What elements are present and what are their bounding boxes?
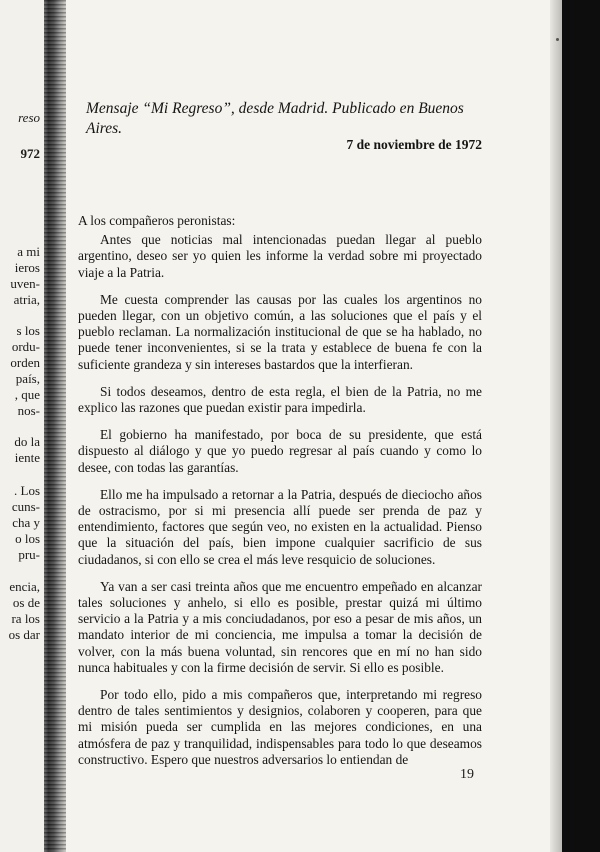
left-page-line: cuns- [11,499,40,514]
left-page-line: os dar [8,627,40,642]
left-page-line: ordu- [11,339,40,354]
gutter-texture [44,0,66,852]
left-page-line: os de [12,595,40,610]
left-page-line: cha y [12,515,40,530]
left-page-line: país, [15,371,40,386]
left-page-line: nos- [17,403,40,418]
left-page-line: iente [14,450,40,465]
left-page-line: . Los [14,483,40,498]
scan-speck [556,38,559,41]
page-edge-shadow [550,0,562,852]
left-page-line: atria, [13,292,40,307]
left-page-line: s los [16,323,40,338]
left-page-line: orden [10,355,40,370]
page-number: 19 [460,767,474,782]
left-page-line: , que [14,387,40,402]
left-page-line: 972 [20,146,40,161]
left-page-line: o los [15,531,40,546]
left-page-line: encia, [9,579,40,594]
paragraph: Si todos deseamos, dentro de esta regla, el bien de la Patria, no me explico las razones que puedan existir para impedirla. [78,383,482,416]
paragraph: Me cuesta comprender las causas por las cuales los argentinos no pueden llegar, con un objetivo común, a las soluciones que el país y el pueblo reclaman. La normalización institucional de que se ha hablado, no puede tener inconvenientes, si se la trata y establece de buena fe con la suficiente grandeza y sin intereses bastardos que la interfieran. [78,291,482,372]
left-page-line: reso [18,110,40,125]
left-facing-page [0,0,44,852]
left-page-line: ra los [11,611,40,626]
left-page-line: do la [14,434,40,449]
left-page-line: ieros [14,260,40,275]
scan-background [562,0,600,852]
document-body [78,213,482,779]
left-page-line: pru- [18,547,40,562]
paragraph: Ello me ha impulsado a retornar a la Patria, después de dieciocho años de ostracismo, por si mi presencia allí puede ser prenda de paz y entendimiento, factores que según veo, no existen en la actualidad. Pienso que la situación del país, bien impone cualquier sacrificio de sus ciudadanos, si con ello se crea el más leve resquicio de soluciones. [78,486,482,567]
left-page-line: a mi [17,244,40,259]
document-date: 7 de noviembre de 1972 [346,137,482,152]
left-page-line: uven- [10,276,40,291]
salutation: A los compañeros peronistas: [78,213,236,228]
paragraph: Por todo ello, pido a mis compañeros que, interpretando mi regreso dentro de tales sentimientos y designios, colaboren y cooperen, para que mi misión pueda ser cumplida en las mejores condiciones, en una atmósfera de paz y tranquilidad, indispensables para todo lo que deseamos constructivo. Espero que nuestros adversarios lo entiendan de [78,687,482,767]
document-title: Mensaje “Mi Regreso”, desde Madrid. Publicado en Buenos Aires. [86,100,464,137]
paragraph: El gobierno ha manifestado, por boca de su presidente, que está dispuesto al diálogo y que yo puedo regresar al país cuando y como lo desee, con todas las garantías. [78,427,482,475]
paragraph: Antes que noticias mal intencionadas puedan llegar al pueblo argentino, deseo ser yo quien les informe la verdad sobre mi proyectado viaje a la Patria. [78,232,482,280]
paragraph: Ya van a ser casi treinta años que me encuentro empeñado en alcanzar tales soluciones y anhelo, si ello es posible, prestar quizá mi último servicio a la Patria y a mis conciudadanos, por eso a pesar de mis años, un mandato interior de mi conciencia, me impulsa a tomar la decisión de volver, con la más buena voluntad, sin rencores que en mí no han sido nunca habituales y con la firme decisión de servir. Si ello es posible. [78,578,482,675]
